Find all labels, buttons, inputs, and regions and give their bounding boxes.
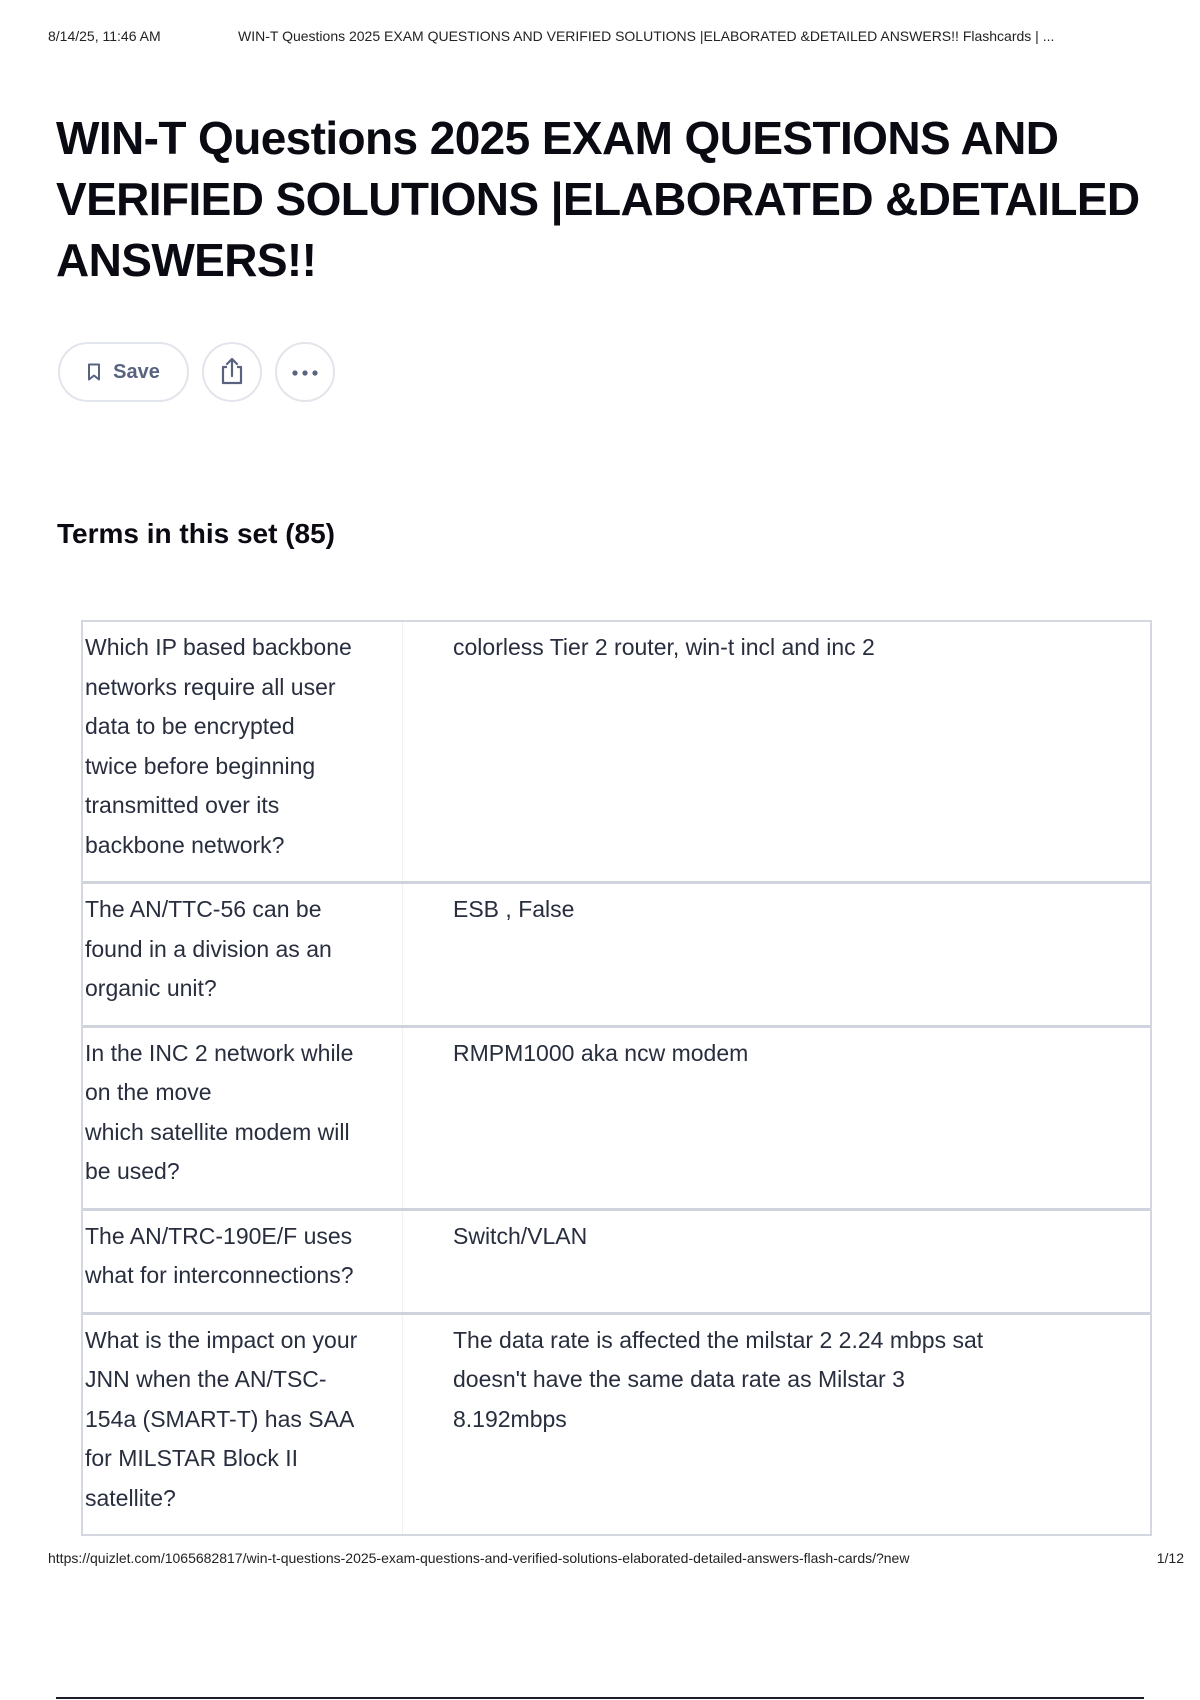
print-date: 8/14/25, 11:46 AM	[48, 28, 161, 44]
save-label: Save	[113, 360, 160, 383]
term-row	[83, 1312, 1150, 1535]
share-button[interactable]	[202, 342, 262, 402]
more-button[interactable]	[275, 342, 335, 402]
term-text: The AN/TRC-190E/F uses what for interconnections?	[83, 1211, 403, 1312]
term-row	[83, 1025, 1150, 1208]
term-row	[83, 622, 1150, 881]
definition-text: ESB , False	[453, 896, 575, 922]
bookmark-icon	[87, 363, 101, 381]
divider	[56, 1697, 1144, 1699]
print-header	[48, 28, 1176, 50]
page-title: WIN-T Questions 2025 EXAM QUESTIONS AND VERIFIED SOLUTIONS |ELABORATED &DETAILED ANSWERS!!	[56, 112, 1140, 286]
definition-text: colorless Tier 2 router, win-t incl and inc 2	[453, 634, 875, 660]
action-bar	[58, 342, 335, 402]
term-text: The AN/TTC-56 can be found in a division as an organic unit?	[83, 884, 403, 1025]
term-row	[83, 1208, 1150, 1312]
definition-text: RMPM1000 aka ncw modem	[453, 1039, 749, 1066]
more-horizontal-icon	[291, 365, 319, 380]
term-text: What is the impact on your JNN when the AN/TSC- 154a (SMART-T) has SAA for MILSTAR Block II satellite?	[83, 1315, 403, 1535]
save-button[interactable]	[58, 342, 189, 402]
print-footer	[48, 1550, 1184, 1566]
terms-list	[81, 620, 1152, 1536]
print-title: WIN-T Questions 2025 EXAM QUESTIONS AND VERIFIED SOLUTIONS |ELABORATED &DETAILED ANSWERS!! Flashcards | ...	[238, 28, 1055, 44]
term-text: Which IP based backbone networks require all user data to be encrypted twice before beginning transmitted over its backbone network?	[83, 622, 403, 881]
definition-text: The data rate is affected the milstar 2 2.24 mbps sat doesn't have the same data rate as Milstar 3 8.192mbps	[453, 1326, 984, 1432]
page-url: https://quizlet.com/1065682817/win-t-questions-2025-exam-questions-and-verified-solutions-elaborated-detailed-answers-flash-cards/?new	[48, 1550, 910, 1566]
term-row	[83, 881, 1150, 1025]
terms-heading: Terms in this set (85)	[57, 518, 336, 549]
definition-text: Switch/VLAN	[453, 1222, 588, 1249]
share-icon	[219, 357, 245, 388]
term-text: In the INC 2 network while on the move which satellite modem will be used?	[83, 1028, 403, 1208]
page-number: 1/12	[1156, 1550, 1184, 1566]
